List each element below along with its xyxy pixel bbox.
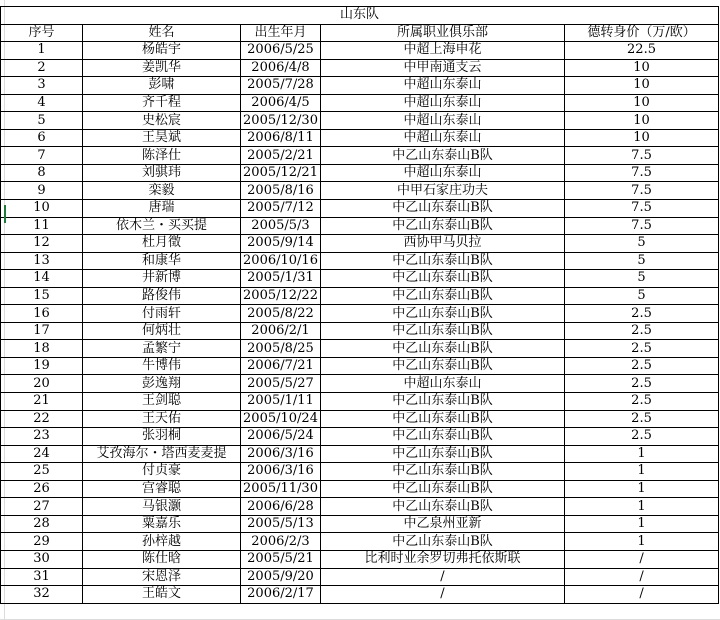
- cell-name[interactable]: 王皓文: [83, 586, 241, 604]
- cell-value[interactable]: 1: [565, 498, 719, 516]
- cell-value[interactable]: 2.5: [565, 375, 719, 393]
- cell-club[interactable]: 中甲南通支云: [321, 59, 565, 77]
- table-row: [1, 200, 719, 218]
- cell-name[interactable]: 陈泽仕: [83, 147, 241, 165]
- cell-club[interactable]: 中乙山东泰山B队: [321, 217, 565, 235]
- cell-club[interactable]: 中乙山东泰山B队: [321, 410, 565, 428]
- table-row: [1, 164, 719, 182]
- cell-club[interactable]: 中超山东泰山: [321, 129, 565, 147]
- cell-value[interactable]: 10: [565, 77, 719, 95]
- cell-number[interactable]: 18: [1, 340, 83, 358]
- cell-number[interactable]: 25: [1, 463, 83, 481]
- cell-club[interactable]: 中超山东泰山: [321, 112, 565, 130]
- cell-number[interactable]: 26: [1, 480, 83, 498]
- cell-birth[interactable]: 2005/2/21: [241, 147, 321, 165]
- cell-value[interactable]: 10: [565, 94, 719, 112]
- cell-birth[interactable]: 2006/6/28: [241, 498, 321, 516]
- table-row: [1, 586, 719, 604]
- cell-name[interactable]: 杨皓宇: [83, 42, 241, 60]
- cell-number[interactable]: 9: [1, 182, 83, 200]
- cell-number[interactable]: 31: [1, 568, 83, 586]
- cell-number[interactable]: 28: [1, 515, 83, 533]
- cell-value[interactable]: /: [565, 550, 719, 568]
- cell-value[interactable]: 10: [565, 129, 719, 147]
- cell-birth[interactable]: 2005/12/21: [241, 164, 321, 182]
- table-row: [1, 480, 719, 498]
- header-cell-birth[interactable]: 出生年月: [241, 24, 321, 42]
- cell-number[interactable]: 13: [1, 252, 83, 270]
- header-cell-name[interactable]: 姓名: [83, 24, 241, 42]
- cell-number[interactable]: 30: [1, 550, 83, 568]
- cell-name[interactable]: 宋恩泽: [83, 568, 241, 586]
- cell-name[interactable]: 史松宸: [83, 112, 241, 130]
- cell-name[interactable]: 宫睿聪: [83, 480, 241, 498]
- cell-birth[interactable]: 2005/8/22: [241, 305, 321, 323]
- cell-name[interactable]: 井新博: [83, 270, 241, 288]
- cell-birth[interactable]: 2005/1/31: [241, 270, 321, 288]
- cell-club[interactable]: 中乙山东泰山B队: [321, 322, 565, 340]
- cell-number[interactable]: 15: [1, 287, 83, 305]
- cell-name[interactable]: 唐瑞: [83, 200, 241, 218]
- cell-club[interactable]: 中甲石家庄功夫: [321, 182, 565, 200]
- table-row: [1, 568, 719, 586]
- table-row: [1, 498, 719, 516]
- table-row: [1, 252, 719, 270]
- table-row: [1, 393, 719, 411]
- cell-value[interactable]: 10: [565, 59, 719, 77]
- table-row: [1, 147, 719, 165]
- cell-club[interactable]: 中乙山东泰山B队: [321, 270, 565, 288]
- cell-number[interactable]: 1: [1, 42, 83, 60]
- cell-value[interactable]: 22.5: [565, 42, 719, 60]
- cell-birth[interactable]: 2005/11/30: [241, 480, 321, 498]
- cell-club[interactable]: 中乙山东泰山B队: [321, 463, 565, 481]
- cell-club[interactable]: 中乙山东泰山B队: [321, 287, 565, 305]
- cell-club[interactable]: 中乙山东泰山B队: [321, 428, 565, 446]
- cell-birth[interactable]: 2005/8/25: [241, 340, 321, 358]
- cell-club[interactable]: 中乙山东泰山B队: [321, 480, 565, 498]
- cell-number[interactable]: 17: [1, 322, 83, 340]
- table-row: [1, 375, 719, 393]
- cell-club[interactable]: 中超山东泰山: [321, 164, 565, 182]
- table-row: [1, 129, 719, 147]
- table-row: [1, 182, 719, 200]
- table-row: [1, 428, 719, 446]
- cell-club[interactable]: 中超山东泰山: [321, 94, 565, 112]
- row-selection-marker: [4, 205, 6, 223]
- table-row: [1, 270, 719, 288]
- cell-name[interactable]: 王天佑: [83, 410, 241, 428]
- cell-number[interactable]: 4: [1, 94, 83, 112]
- cell-number[interactable]: 10: [1, 200, 83, 218]
- cell-value[interactable]: 7.5: [565, 182, 719, 200]
- cell-number[interactable]: 20: [1, 375, 83, 393]
- cell-birth[interactable]: 2006/2/3: [241, 533, 321, 551]
- cell-birth[interactable]: 2006/2/17: [241, 586, 321, 604]
- cell-club[interactable]: 中乙山东泰山B队: [321, 533, 565, 551]
- cell-birth[interactable]: 2006/7/21: [241, 357, 321, 375]
- cell-name[interactable]: 马银灏: [83, 498, 241, 516]
- cell-club[interactable]: 中乙山东泰山B队: [321, 200, 565, 218]
- cell-birth[interactable]: 2005/7/28: [241, 77, 321, 95]
- cell-club[interactable]: 中乙山东泰山B队: [321, 445, 565, 463]
- cell-value[interactable]: 1: [565, 445, 719, 463]
- cell-name[interactable]: 张羽桐: [83, 428, 241, 446]
- cell-name[interactable]: 何炳壮: [83, 322, 241, 340]
- cell-number[interactable]: 14: [1, 270, 83, 288]
- cell-value[interactable]: /: [565, 586, 719, 604]
- cell-birth[interactable]: 2006/5/25: [241, 42, 321, 60]
- cell-number[interactable]: 12: [1, 235, 83, 253]
- cell-club[interactable]: /: [321, 586, 565, 604]
- cell-birth[interactable]: 2005/10/24: [241, 410, 321, 428]
- cell-number[interactable]: 29: [1, 533, 83, 551]
- cell-value[interactable]: 1: [565, 480, 719, 498]
- cell-value[interactable]: 2.5: [565, 428, 719, 446]
- cell-name[interactable]: 艾孜海尔・塔西麦麦提: [83, 445, 241, 463]
- cell-birth[interactable]: 2005/9/20: [241, 568, 321, 586]
- cell-name[interactable]: 和康华: [83, 252, 241, 270]
- cell-value[interactable]: 7.5: [565, 147, 719, 165]
- cell-value[interactable]: /: [565, 568, 719, 586]
- cell-value[interactable]: 2.5: [565, 305, 719, 323]
- cell-name[interactable]: 孟繁宁: [83, 340, 241, 358]
- cell-club[interactable]: 中乙山东泰山B队: [321, 498, 565, 516]
- cell-name[interactable]: 齐千程: [83, 94, 241, 112]
- cell-birth[interactable]: 2006/5/24: [241, 428, 321, 446]
- cell-birth[interactable]: 2005/5/21: [241, 550, 321, 568]
- cell-number[interactable]: 3: [1, 77, 83, 95]
- cell-birth[interactable]: 2005/7/12: [241, 200, 321, 218]
- cell-name[interactable]: 付贞豪: [83, 463, 241, 481]
- cell-club[interactable]: 中超上海申花: [321, 42, 565, 60]
- cell-number[interactable]: 7: [1, 147, 83, 165]
- cell-birth[interactable]: 2006/3/16: [241, 445, 321, 463]
- cell-value[interactable]: 5: [565, 252, 719, 270]
- roster-table: [0, 6, 719, 604]
- cell-number[interactable]: 16: [1, 305, 83, 323]
- cell-name[interactable]: 彭啸: [83, 77, 241, 95]
- cell-number[interactable]: 5: [1, 112, 83, 130]
- header-row: [1, 24, 719, 42]
- cell-value[interactable]: 10: [565, 112, 719, 130]
- cell-club[interactable]: 中乙山东泰山B队: [321, 147, 565, 165]
- cell-number[interactable]: 21: [1, 393, 83, 411]
- table-row: [1, 42, 719, 60]
- cell-club[interactable]: /: [321, 568, 565, 586]
- cell-club[interactable]: 比利时业余罗切弗托依斯联: [321, 550, 565, 568]
- cell-value[interactable]: 7.5: [565, 217, 719, 235]
- cell-club[interactable]: 中乙山东泰山B队: [321, 252, 565, 270]
- header-cell-number[interactable]: 序号: [1, 24, 83, 42]
- cell-name[interactable]: 刘骐玮: [83, 164, 241, 182]
- table-row: [1, 77, 719, 95]
- cell-value[interactable]: 5: [565, 287, 719, 305]
- cell-club[interactable]: 中超山东泰山: [321, 375, 565, 393]
- cell-birth[interactable]: 2006/4/5: [241, 94, 321, 112]
- cell-birth[interactable]: 2006/8/11: [241, 129, 321, 147]
- cell-value[interactable]: 1: [565, 533, 719, 551]
- cell-number[interactable]: 23: [1, 428, 83, 446]
- cell-value[interactable]: 5: [565, 235, 719, 253]
- table-row: [1, 94, 719, 112]
- cell-name[interactable]: 路俊伟: [83, 287, 241, 305]
- cell-birth[interactable]: 2006/10/16: [241, 252, 321, 270]
- cell-number[interactable]: 8: [1, 164, 83, 182]
- table-row: [1, 287, 719, 305]
- cell-name[interactable]: 付雨轩: [83, 305, 241, 323]
- cell-number[interactable]: 24: [1, 445, 83, 463]
- cell-birth[interactable]: 2005/9/14: [241, 235, 321, 253]
- table-row: [1, 59, 719, 77]
- cell-birth[interactable]: 2005/5/27: [241, 375, 321, 393]
- table-row: [1, 305, 719, 323]
- cell-club[interactable]: 中乙山东泰山B队: [321, 305, 565, 323]
- cell-name[interactable]: 陈仕晗: [83, 550, 241, 568]
- cell-number[interactable]: 27: [1, 498, 83, 516]
- cell-name[interactable]: 王剑聪: [83, 393, 241, 411]
- cell-name[interactable]: 牛博伟: [83, 357, 241, 375]
- header-cell-club[interactable]: 所属职业俱乐部: [321, 24, 565, 42]
- cell-value[interactable]: 2.5: [565, 322, 719, 340]
- cell-number[interactable]: 19: [1, 357, 83, 375]
- cell-name[interactable]: 依木兰・买买提: [83, 217, 241, 235]
- cell-birth[interactable]: 2006/4/8: [241, 59, 321, 77]
- cell-name[interactable]: 粟嘉乐: [83, 515, 241, 533]
- cell-value[interactable]: 2.5: [565, 357, 719, 375]
- team-title[interactable]: 山东队: [1, 7, 719, 25]
- table-row: [1, 357, 719, 375]
- cell-value[interactable]: 1: [565, 463, 719, 481]
- cell-club[interactable]: 中乙山东泰山B队: [321, 357, 565, 375]
- cell-value[interactable]: 2.5: [565, 410, 719, 428]
- cell-club[interactable]: 中乙山东泰山B队: [321, 340, 565, 358]
- cell-name[interactable]: 栾毅: [83, 182, 241, 200]
- table-row: [1, 235, 719, 253]
- cell-club[interactable]: 西协甲马贝拉: [321, 235, 565, 253]
- cell-club[interactable]: 中超山东泰山: [321, 77, 565, 95]
- cell-value[interactable]: 7.5: [565, 164, 719, 182]
- table-row: [1, 463, 719, 481]
- cell-number[interactable]: 2: [1, 59, 83, 77]
- table-row: [1, 217, 719, 235]
- cell-number[interactable]: 32: [1, 586, 83, 604]
- cell-number[interactable]: 11: [1, 217, 83, 235]
- cell-name[interactable]: 王昊斌: [83, 129, 241, 147]
- cell-value[interactable]: 2.5: [565, 393, 719, 411]
- title-row: [1, 7, 719, 25]
- cell-number[interactable]: 22: [1, 410, 83, 428]
- cell-value[interactable]: 5: [565, 270, 719, 288]
- cell-name[interactable]: 彭逸翔: [83, 375, 241, 393]
- cell-name[interactable]: 姜凯华: [83, 59, 241, 77]
- cell-birth[interactable]: 2005/5/3: [241, 217, 321, 235]
- table-row: [1, 550, 719, 568]
- cell-value[interactable]: 2.5: [565, 340, 719, 358]
- cell-birth[interactable]: 2005/1/11: [241, 393, 321, 411]
- cell-club[interactable]: 中乙泉州亚新: [321, 515, 565, 533]
- cell-birth[interactable]: 2005/8/16: [241, 182, 321, 200]
- cell-birth[interactable]: 2006/3/16: [241, 463, 321, 481]
- table-row: [1, 340, 719, 358]
- cell-value[interactable]: 7.5: [565, 200, 719, 218]
- table-row: [1, 322, 719, 340]
- table-row: [1, 445, 719, 463]
- header-cell-value[interactable]: 德转身价（万/欧）: [565, 24, 719, 42]
- table-row: [1, 112, 719, 130]
- table-row: [1, 410, 719, 428]
- table-row: [1, 515, 719, 533]
- cell-value[interactable]: 1: [565, 515, 719, 533]
- cell-name[interactable]: 孙梓越: [83, 533, 241, 551]
- cell-birth[interactable]: 2006/2/1: [241, 322, 321, 340]
- cell-club[interactable]: 中乙山东泰山B队: [321, 393, 565, 411]
- cell-birth[interactable]: 2005/12/22: [241, 287, 321, 305]
- cell-birth[interactable]: 2005/5/13: [241, 515, 321, 533]
- table-row: [1, 533, 719, 551]
- cell-birth[interactable]: 2005/12/30: [241, 112, 321, 130]
- cell-number[interactable]: 6: [1, 129, 83, 147]
- cell-name[interactable]: 杜月徵: [83, 235, 241, 253]
